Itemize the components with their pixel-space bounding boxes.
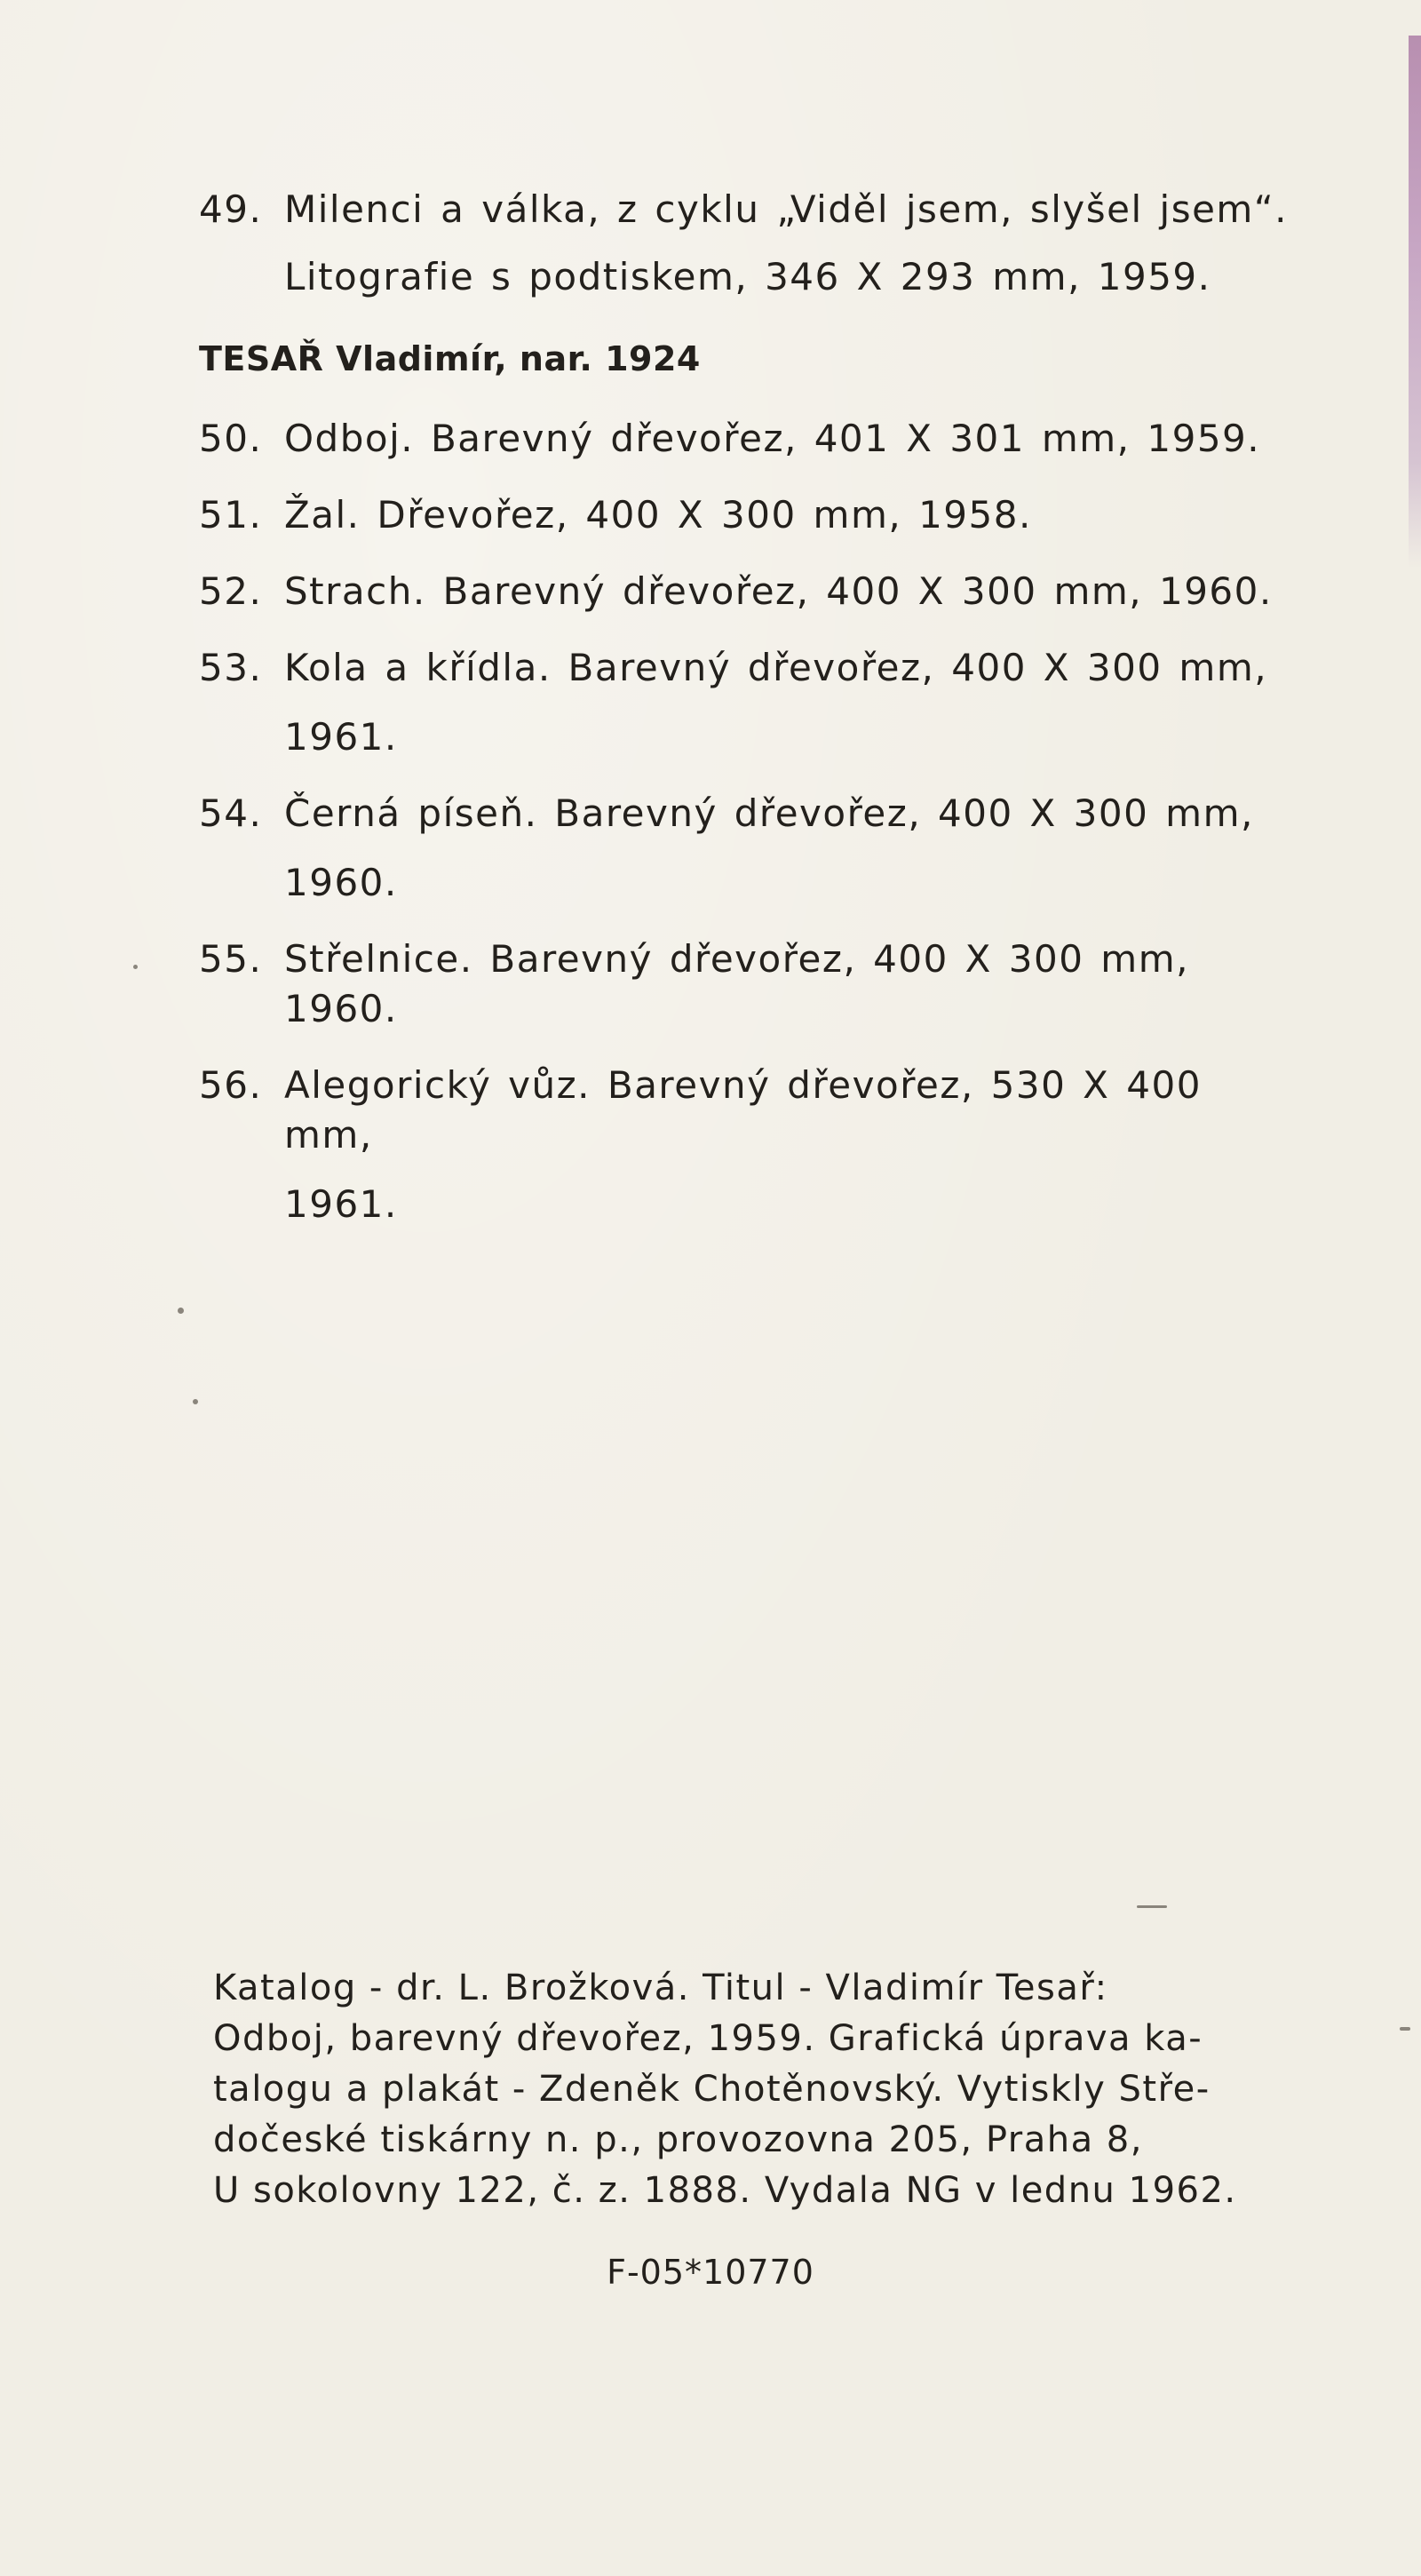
colophon: [213, 1963, 1288, 2216]
colophon-line: talogu a plakát - Zdeněk Chotěnovský. Vytiskly Stře-: [213, 2069, 1211, 2110]
print-code: F-05*10770: [607, 2253, 814, 2292]
artist-entries: [199, 414, 1288, 1229]
paper-speck: [133, 965, 138, 969]
catalog-entry-54: [199, 789, 1288, 908]
colophon-line: dočeské tiskárny n. p., provozovna 205, Praha 8,: [213, 2119, 1143, 2160]
entry-text: Černá píseň. Barevný dřevořez, 400 X 300 mm,: [284, 791, 1254, 835]
paper-speck: [1400, 2027, 1410, 2031]
catalog-entry-55: [199, 934, 1288, 1034]
entry-text-continuation: 1961.: [284, 715, 398, 759]
entry-text: Kola a křídla. Barevný dřevořez, 400 X 300 mm,: [284, 646, 1268, 689]
entry-details-line: Litografie s podtiskem, 346 X 293 mm, 1959.: [284, 255, 1211, 298]
entry-number: 54.: [199, 791, 263, 835]
entry-text: Strach. Barevný dřevořez, 400 X 300 mm, 1960.: [284, 569, 1273, 613]
paper-speck: [1137, 1905, 1167, 1908]
colophon-line: Odboj, barevný dřevořez, 1959. Grafická úprava ka-: [213, 2018, 1203, 2059]
entry-number: 55.: [199, 937, 263, 981]
entry-number: 51.: [199, 493, 263, 537]
catalog-entry-50: [199, 414, 1288, 464]
entry-text: Střelnice. Barevný dřevořez, 400 X 300 mm, 1960.: [284, 937, 1189, 1030]
colophon-line: U sokolovny 122, č. z. 1888. Vydala NG v lednu 1962.: [213, 2170, 1237, 2211]
entry-number: 49.: [199, 187, 263, 231]
entry-number: 50.: [199, 417, 263, 460]
catalog-entry-53: [199, 643, 1288, 762]
paper-speck: [193, 1399, 198, 1404]
entry-text: Žal. Dřevořez, 400 X 300 mm, 1958.: [284, 493, 1032, 537]
entry-text-continuation: 1960.: [284, 861, 398, 904]
catalog-entry-56: [199, 1061, 1288, 1229]
catalog-entry-49: [199, 185, 1288, 302]
entry-text: Alegorický vůz. Barevný dřevořez, 530 X 400 mm,: [284, 1063, 1202, 1157]
catalog-entry-51: [199, 490, 1288, 540]
colophon-line: Katalog - dr. L. Brožková. Titul - Vladimír Tesař:: [213, 1968, 1108, 2008]
catalog-list: [199, 185, 1288, 1256]
paper-speck: [178, 1308, 184, 1314]
entry-text: Odboj. Barevný dřevořez, 401 X 301 mm, 1959.: [284, 417, 1261, 460]
entry-number: 53.: [199, 646, 263, 689]
entry-title-line: Milenci a válka, z cyklu „Viděl jsem, slyšel jsem“.: [284, 187, 1288, 231]
entry-number: 52.: [199, 569, 263, 613]
artist-heading: TESAŘ Vladimír, nar. 1924: [199, 339, 701, 378]
catalog-entry-52: [199, 567, 1288, 616]
entry-number: 56.: [199, 1063, 263, 1107]
page-edge-color-strip: [1409, 36, 1421, 568]
entry-text-continuation: 1961.: [284, 1182, 398, 1226]
